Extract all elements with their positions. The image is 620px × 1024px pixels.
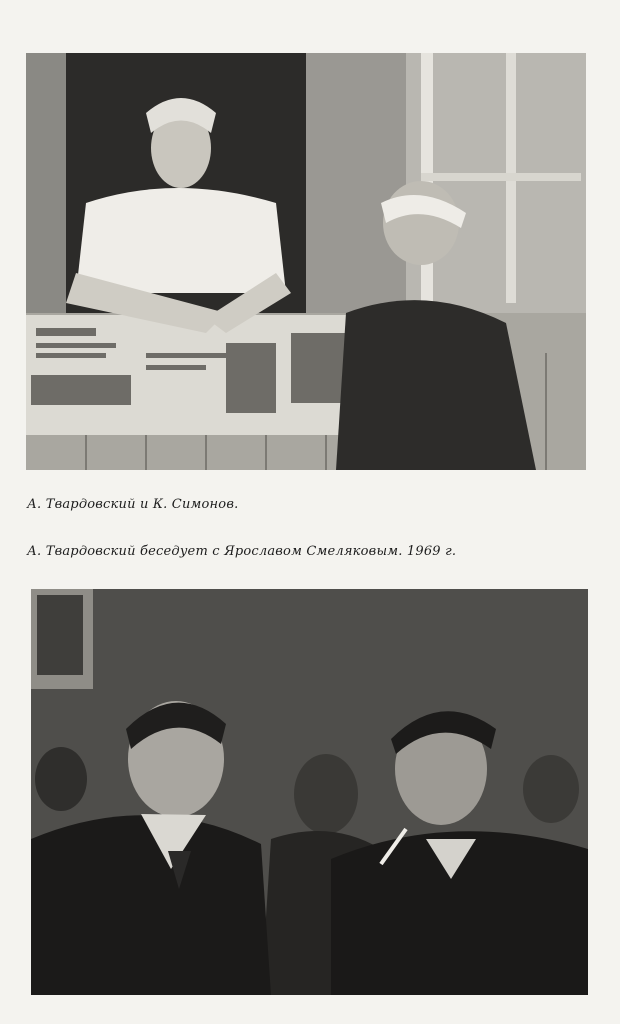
photo-window-conversation <box>26 53 586 470</box>
caption-photo-one: А. Твардовский и К. Симонов. <box>27 497 239 512</box>
photo-indoor-conversation <box>31 589 588 995</box>
photo-indoor-conversation-image <box>31 589 588 995</box>
caption-photo-two: А. Твардовский беседует с Ярославом Смеляковым. 1969 г. <box>27 544 457 559</box>
photo-window-conversation-image <box>26 53 586 470</box>
